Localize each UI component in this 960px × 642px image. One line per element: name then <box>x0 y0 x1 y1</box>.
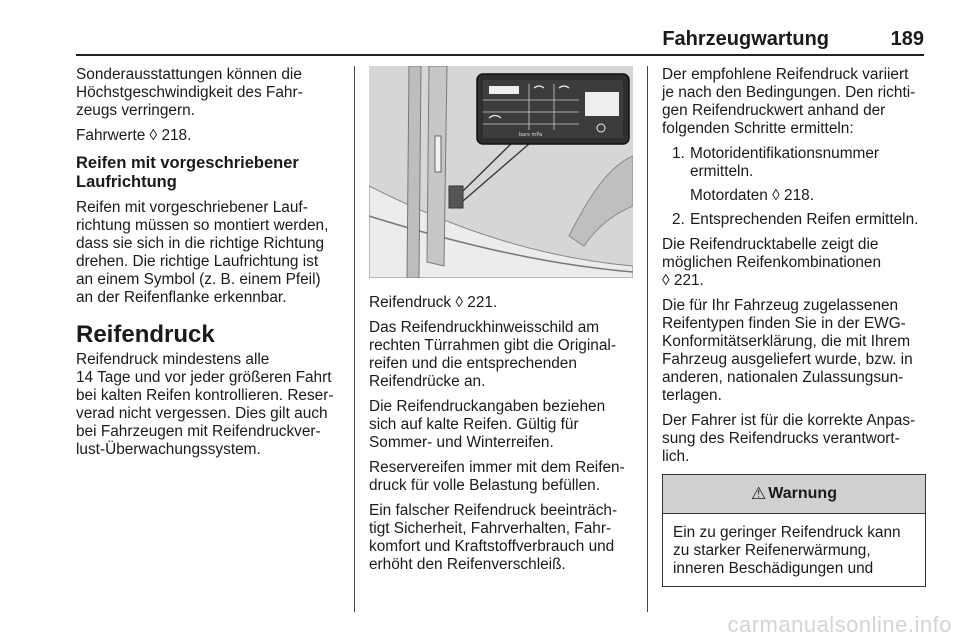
paragraph-reifendruck-ref: Reifendruck ◊ 221. <box>369 294 498 311</box>
column-right <box>662 66 924 587</box>
watermark: carmanualsonline.info <box>727 612 952 637</box>
paragraph-fahrer-verantwortlich: Der Fahrer ist für die korrekte Anpas- sung des Reifendrucks verantwort- lich. <box>662 412 916 465</box>
paragraph-empfohlener-reifendruck: Der empfohlene Reifendruck variiert je nach den Bedingungen. Den richti- gen Reifendruckwert anhand der folgenden Schritte ermitteln: <box>662 66 916 137</box>
paragraph-laufrichtung: Reifen mit vorgeschriebener Lauf- richtung müssen so montiert werden, dass sie sich in die richtige Richtung drehen. Die richtige Laufrichtung ist an einem Symbol (z. B. einem Pfeil) an der Reifenflanke erkennbar. <box>76 199 329 306</box>
heading-reifendruck: Reifendruck <box>76 321 215 348</box>
header-rule <box>76 54 924 56</box>
step-number: 1. <box>672 145 685 162</box>
heading-laufrichtung: Reifen mit vorgeschriebener Laufrichtung <box>76 154 299 191</box>
column-divider-1 <box>354 66 355 612</box>
page-number: 189 <box>890 28 924 50</box>
step-subtext: Motordaten ◊ 218. <box>690 187 814 204</box>
label-bar-text: bars mPa <box>519 132 543 138</box>
paragraph-reservereifen: Reservereifen immer mit dem Reifen- druck für volle Belastung befüllen. <box>369 459 625 494</box>
warning-text: Ein zu geringer Reifendruck kann zu starker Reifenerwärmung, inneren Beschädigungen und <box>673 524 901 577</box>
paragraph-falscher-reifendruck: Ein falscher Reifendruck beeinträch- tigt Sicherheit, Fahrverhalten, Fahr- komfort und Kraftstoffverbrauch und erhöht den Reifenverschleiß. <box>369 502 618 573</box>
column-left <box>76 66 346 466</box>
paragraph-reifendruck: Reifendruck mindestens alle 14 Tage und vor jeder größeren Fahrt bei kalten Reifen kontrollieren. Reser- verad nicht vergessen. Dies gilt auch bei Fahrzeugen mit Reifendruckver- lust-Überwachungssystem. <box>76 351 334 458</box>
step-text: Entsprechenden Reifen ermitteln. <box>690 211 919 228</box>
steps-list <box>662 145 924 229</box>
list-item <box>662 211 924 229</box>
warning-header <box>663 475 925 514</box>
step-text: Motoridentifikationsnummer ermitteln. <box>690 145 880 180</box>
paragraph-kalte-reifen: Die Reifendruckangaben beziehen sich auf kalte Reifen. Gültig für Sommer- und Winterreifen. <box>369 398 606 451</box>
column-divider-2 <box>647 66 648 612</box>
paragraph-fahrwerte-ref: Fahrwerte ◊ 218. <box>76 127 192 144</box>
paragraph-hinweisschild: Das Reifendruckhinweisschild am rechten Türrahmen gibt die Original- reifen und die entsprechenden Reifendrücke an. <box>369 319 616 390</box>
door-frame-drawing <box>369 66 633 278</box>
paragraph-reifentypen: Die für Ihr Fahrzeug zugelassenen Reifentypen finden Sie in der EWG- Konformitätserklärung, die mit Ihrem Fahrzeug ausgeliefert wurde, bzw. in anderen, nationalen Zulassungsun- terlagen. <box>662 297 913 404</box>
warning-triangle-icon: ⚠ <box>751 484 767 503</box>
warning-box <box>662 474 926 587</box>
header-title: Fahrzeugwartung <box>662 28 829 50</box>
page-header <box>76 28 924 58</box>
tire-pressure-label-illustration <box>369 66 633 278</box>
paragraph-reifendrucktabelle: Die Reifendrucktabelle zeigt die möglichen Reifenkombinationen ◊ 221. <box>662 236 882 289</box>
paragraph-sonderausstattungen: Sonderausstattungen können die Höchstgeschwindigkeit des Fahr- zeugs verringern. <box>76 66 303 119</box>
warning-title: Warnung <box>768 485 837 502</box>
step-number: 2. <box>672 211 685 228</box>
list-item <box>662 145 924 205</box>
column-middle <box>369 66 633 581</box>
